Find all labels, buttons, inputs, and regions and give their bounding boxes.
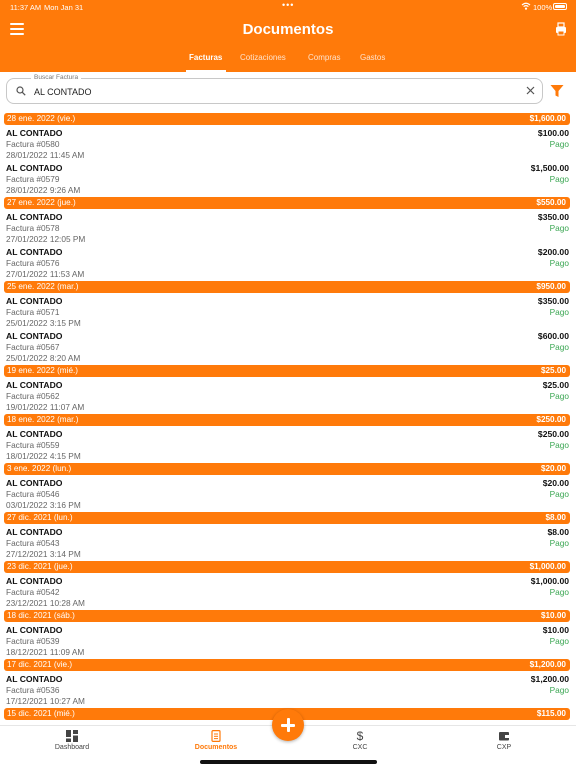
invoice-row[interactable] xyxy=(0,477,576,510)
date-group-header xyxy=(4,610,570,622)
date-group-header xyxy=(4,561,570,573)
invoice-amount: $100.00 xyxy=(537,128,569,138)
invoice-number: Factura #0576 xyxy=(6,258,60,268)
invoice-amount: $1,500.00 xyxy=(530,163,569,173)
group-date: 18 ene. 2022 (mar.) xyxy=(7,415,79,424)
invoice-row[interactable] xyxy=(0,127,576,160)
tab-cxc[interactable] xyxy=(330,730,390,751)
invoice-row[interactable] xyxy=(0,162,576,195)
date-group-header xyxy=(4,197,570,209)
invoice-amount: $8.00 xyxy=(547,527,569,537)
invoice-number: Factura #0567 xyxy=(6,342,60,352)
invoice-amount: $1,200.00 xyxy=(530,674,569,684)
invoice-datetime: 03/01/2022 3:16 PM xyxy=(6,500,81,510)
invoice-datetime: 25/01/2022 3:15 PM xyxy=(6,318,81,328)
group-total: $10.00 xyxy=(540,611,566,620)
tab-cxp-label: CXP xyxy=(496,744,512,751)
search-box xyxy=(6,74,543,104)
invoice-status: Pago xyxy=(549,258,569,268)
multitasking-dots-icon[interactable]: ••• xyxy=(282,0,295,10)
invoice-status: Pago xyxy=(549,139,569,149)
invoice-client: AL CONTADO xyxy=(6,527,63,537)
status-date: Mon Jan 31 xyxy=(44,3,84,12)
group-total: $950.00 xyxy=(536,282,566,291)
battery-percent: 100% xyxy=(533,3,553,12)
tab-cxp[interactable] xyxy=(474,730,534,751)
invoice-status: Pago xyxy=(549,489,569,499)
dollar-icon: $ xyxy=(356,729,364,743)
group-date: 27 dic. 2021 (lun.) xyxy=(7,513,73,522)
invoice-datetime: 23/12/2021 10:28 AM xyxy=(6,598,85,608)
group-total: $25.00 xyxy=(540,366,566,375)
date-group-header xyxy=(4,463,570,475)
invoice-client: AL CONTADO xyxy=(6,380,63,390)
invoice-number: Factura #0543 xyxy=(6,538,60,548)
date-group-header xyxy=(4,659,570,671)
group-total: $550.00 xyxy=(536,198,566,207)
invoice-datetime: 28/01/2022 11:45 AM xyxy=(6,150,85,160)
group-date: 15 dic. 2021 (mié.) xyxy=(7,709,75,718)
group-date: 19 ene. 2022 (mié.) xyxy=(7,366,79,375)
invoice-number: Factura #0559 xyxy=(6,440,60,450)
invoice-row[interactable] xyxy=(0,246,576,279)
invoice-client: AL CONTADO xyxy=(6,576,63,586)
invoice-number: Factura #0579 xyxy=(6,174,60,184)
status-bar xyxy=(0,0,576,14)
tab-documentos[interactable] xyxy=(186,730,246,751)
group-date: 3 ene. 2022 (lun.) xyxy=(7,464,72,473)
group-total: $250.00 xyxy=(536,415,566,424)
wifi-icon xyxy=(521,2,531,10)
invoice-client: AL CONTADO xyxy=(6,625,63,635)
group-date: 17 dic. 2021 (vie.) xyxy=(7,660,73,669)
invoice-client: AL CONTADO xyxy=(6,212,63,222)
invoice-number: Factura #0546 xyxy=(6,489,60,499)
printer-icon[interactable] xyxy=(555,22,567,36)
group-total: $1,200.00 xyxy=(529,660,566,669)
invoice-amount: $200.00 xyxy=(537,247,569,257)
filter-icon[interactable] xyxy=(550,84,564,98)
group-date: 27 ene. 2022 (jue.) xyxy=(7,198,76,207)
search-icon xyxy=(16,86,26,96)
invoice-number: Factura #0562 xyxy=(6,391,60,401)
group-date: 23 dic. 2021 (jue.) xyxy=(7,562,73,571)
invoice-datetime: 27/01/2022 12:05 PM xyxy=(6,234,86,244)
invoice-status: Pago xyxy=(549,685,569,695)
tab-compras[interactable]: Compras xyxy=(308,53,341,62)
wallet-icon xyxy=(498,730,510,742)
invoice-number: Factura #0580 xyxy=(6,139,60,149)
invoice-client: AL CONTADO xyxy=(6,247,63,257)
invoice-datetime: 17/12/2021 10:27 AM xyxy=(6,696,85,706)
clear-icon[interactable] xyxy=(525,85,536,96)
invoice-amount: $350.00 xyxy=(537,296,569,306)
tab-facturas[interactable]: Facturas xyxy=(189,53,223,62)
invoice-row[interactable] xyxy=(0,526,576,559)
invoice-client: AL CONTADO xyxy=(6,429,63,439)
invoice-amount: $350.00 xyxy=(537,212,569,222)
group-date: 25 ene. 2022 (mar.) xyxy=(7,282,79,291)
group-date: 18 dic. 2021 (sáb.) xyxy=(7,611,75,620)
invoice-datetime: 19/01/2022 11:07 AM xyxy=(6,402,85,412)
tab-documentos-label: Documentos xyxy=(194,744,238,751)
invoice-datetime: 27/12/2021 3:14 PM xyxy=(6,549,81,559)
invoice-status: Pago xyxy=(549,587,569,597)
invoice-number: Factura #0571 xyxy=(6,307,60,317)
invoice-client: AL CONTADO xyxy=(6,331,63,341)
group-date: 28 ene. 2022 (vie.) xyxy=(7,114,76,123)
invoice-row[interactable] xyxy=(0,575,576,608)
invoice-datetime: 28/01/2022 9:26 AM xyxy=(6,185,81,195)
document-list xyxy=(0,113,576,725)
invoice-amount: $10.00 xyxy=(542,625,569,635)
invoice-row[interactable] xyxy=(0,428,576,461)
battery-icon xyxy=(553,3,567,10)
invoice-status: Pago xyxy=(549,223,569,233)
invoice-row[interactable] xyxy=(0,379,576,412)
invoice-datetime: 27/01/2022 11:53 AM xyxy=(6,269,85,279)
invoice-row[interactable] xyxy=(0,211,576,244)
group-total: $1,600.00 xyxy=(529,114,566,123)
search-label: Buscar Factura xyxy=(31,74,81,81)
group-total: $8.00 xyxy=(545,513,566,522)
invoice-amount: $600.00 xyxy=(537,331,569,341)
group-total: $115.00 xyxy=(536,709,566,718)
date-group-header xyxy=(4,512,570,524)
invoice-status: Pago xyxy=(549,636,569,646)
invoice-number: Factura #0578 xyxy=(6,223,60,233)
add-document-button[interactable] xyxy=(272,709,304,741)
invoice-row[interactable] xyxy=(0,330,576,363)
invoice-amount: $250.00 xyxy=(537,429,569,439)
invoice-amount: $25.00 xyxy=(542,380,569,390)
invoice-number: Factura #0539 xyxy=(6,636,60,646)
invoice-status: Pago xyxy=(549,174,569,184)
invoice-datetime: 18/01/2022 4:15 PM xyxy=(6,451,81,461)
invoice-number: Factura #0542 xyxy=(6,587,60,597)
dashboard-icon xyxy=(66,730,78,742)
invoice-number: Factura #0536 xyxy=(6,685,60,695)
group-total: $20.00 xyxy=(540,464,566,473)
date-group-header xyxy=(4,281,570,293)
date-group-header xyxy=(4,365,570,377)
invoice-row[interactable] xyxy=(0,295,576,328)
tab-cxc-label: CXC xyxy=(352,744,368,751)
document-tabs xyxy=(0,51,576,72)
invoice-row[interactable] xyxy=(0,673,576,706)
tab-gastos[interactable]: Gastos xyxy=(360,53,386,62)
home-indicator xyxy=(200,760,377,764)
invoice-datetime: 18/12/2021 11:09 AM xyxy=(6,647,85,657)
invoice-status: Pago xyxy=(549,538,569,548)
invoice-status: Pago xyxy=(549,440,569,450)
invoice-client: AL CONTADO xyxy=(6,478,63,488)
invoice-status: Pago xyxy=(549,307,569,317)
tab-dashboard[interactable] xyxy=(42,730,102,751)
invoice-client: AL CONTADO xyxy=(6,163,63,173)
invoice-amount: $1,000.00 xyxy=(530,576,569,586)
app-header xyxy=(0,14,576,72)
date-group-header xyxy=(4,113,570,125)
invoice-status: Pago xyxy=(549,391,569,401)
active-tab-indicator xyxy=(186,70,226,72)
date-group-header xyxy=(4,414,570,426)
invoice-datetime: 25/01/2022 8:20 AM xyxy=(6,353,81,363)
invoice-client: AL CONTADO xyxy=(6,296,63,306)
invoice-row[interactable] xyxy=(0,624,576,657)
status-time: 11:37 AM xyxy=(10,3,42,12)
search-input[interactable] xyxy=(34,83,514,100)
tab-cotizaciones[interactable]: Cotizaciones xyxy=(240,53,286,62)
group-total: $1,000.00 xyxy=(529,562,566,571)
document-icon xyxy=(211,730,221,742)
invoice-amount: $20.00 xyxy=(542,478,569,488)
tab-dashboard-label: Dashboard xyxy=(54,744,90,751)
invoice-client: AL CONTADO xyxy=(6,128,63,138)
invoice-status: Pago xyxy=(549,342,569,352)
page-title: Documentos xyxy=(242,21,334,38)
invoice-client: AL CONTADO xyxy=(6,674,63,684)
